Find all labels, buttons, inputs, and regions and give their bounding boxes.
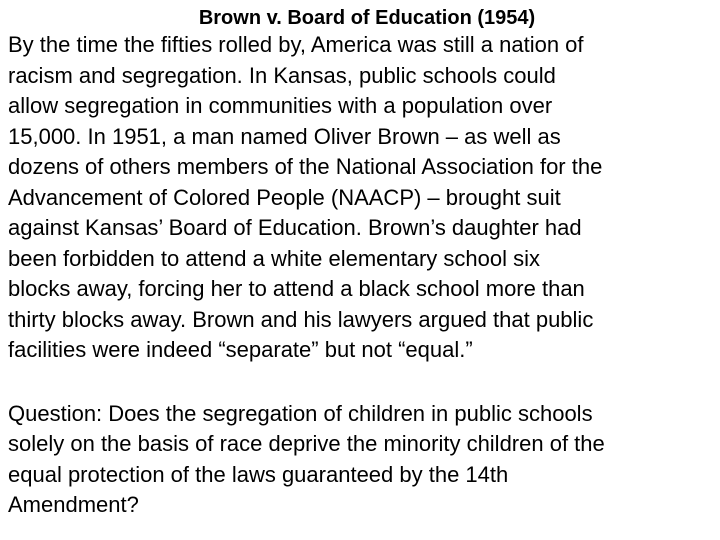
body-line: allow segregation in communities with a population over <box>8 93 553 118</box>
body-line: against Kansas’ Board of Education. Brown’s daughter had <box>8 215 582 240</box>
body-line: 15,000. In 1951, a man named Oliver Brown – as well as <box>8 123 561 149</box>
body-line: Advancement of Colored People (NAACP) – brought suit <box>8 184 561 210</box>
body-paragraph <box>8 30 716 366</box>
body-line: thirty blocks away. Brown and his lawyers argued that public <box>8 306 594 332</box>
body-line: been forbidden to attend a white elementary school six <box>8 245 540 271</box>
question-line: Amendment? <box>8 492 139 517</box>
document-slide <box>8 6 716 521</box>
question-line: equal protection of the laws guaranteed by the 14th <box>8 461 509 487</box>
body-line: racism and segregation. In Kansas, public schools could <box>8 62 556 88</box>
body-line: dozens of others members of the National Association for the <box>8 154 603 179</box>
question-paragraph <box>8 399 716 521</box>
body-line: facilities were indeed “separate” but not “equal.” <box>8 337 473 362</box>
document-title: Brown v. Board of Education (1954) <box>198 7 536 29</box>
body-line: By the time the fifties rolled by, America was still a nation of <box>8 32 584 57</box>
question-line: Question: Does the segregation of children in public schools <box>8 400 593 426</box>
paragraph-spacer <box>8 366 716 399</box>
question-line: solely on the basis of race deprive the minority children of the <box>8 431 605 456</box>
body-line: blocks away, forcing her to attend a black school more than <box>8 276 585 301</box>
